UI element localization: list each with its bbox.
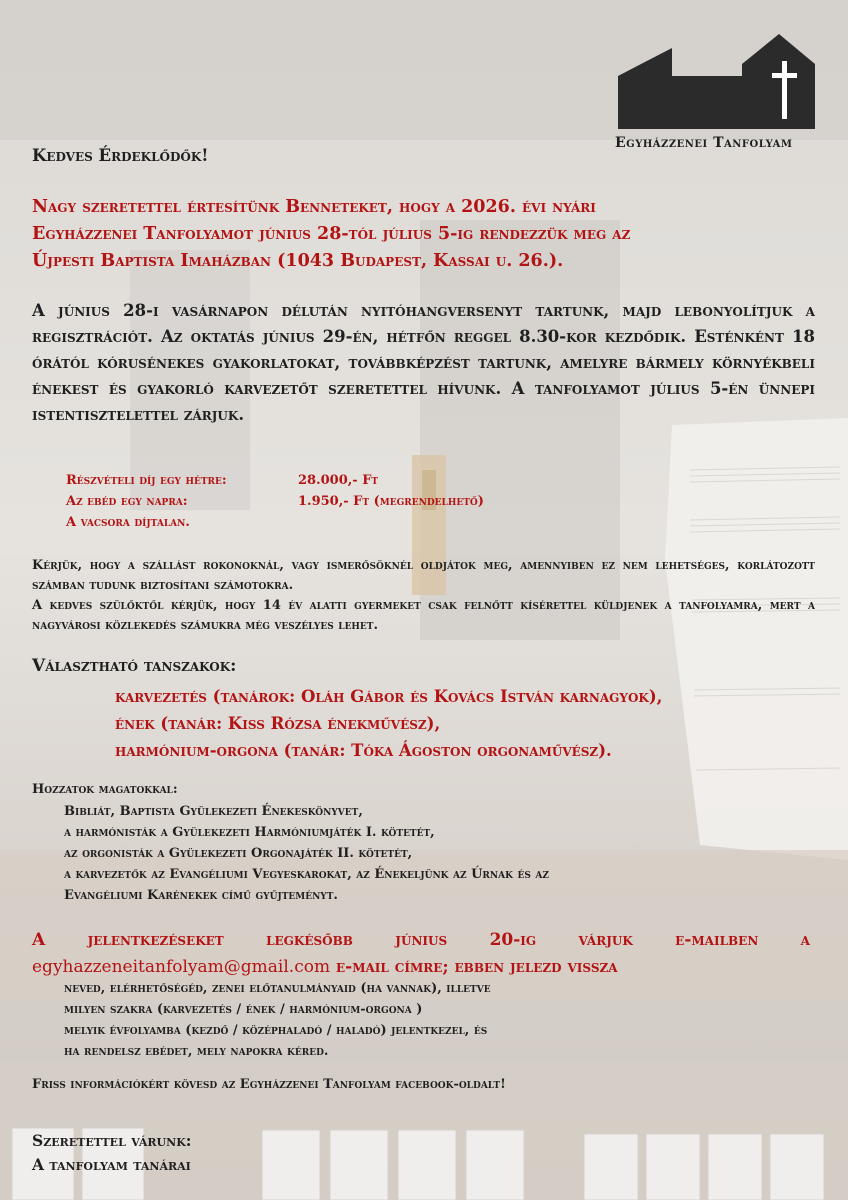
course-item: karvezetés (tanárok: Oláh Gábor és Kovács István karnagyok),: [115, 687, 663, 706]
bring-item: Bibliát, Baptista Gyülekezeti Énekeskönyvet,: [64, 804, 363, 819]
logo: [615, 34, 815, 151]
intro-line: Nagy szeretettel értesítünk Benneteket, hogy a 2026. évi nyári: [32, 197, 596, 217]
apply-line: [32, 954, 810, 981]
intro-line: Egyházzenei Tanfolyamot június 28-tól július 5-ig rendezzük meg az: [32, 224, 631, 244]
course-item: harmónium-orgona (tanár: Tóka Ágoston orgonaművész).: [115, 741, 612, 760]
bring-list: [64, 801, 549, 906]
fee-label: Részvételi díj egy hétre:: [66, 473, 227, 488]
fees-table: [66, 470, 484, 533]
facebook-notice: Friss információkért kövesd az Egyházzenei Tanfolyam facebook-oldalt!: [32, 1077, 506, 1092]
fee-label: A vacsora díjtalan.: [66, 515, 190, 530]
fee-row: [66, 491, 484, 512]
courses-list: [115, 683, 662, 764]
parents-text: A kedves szülőktől kérjük, hogy 14 év alatti gyermeket csak felnőtt kísérettel küldjenek a tanfolyamra, mert a nagyvárosi közlekedés számukra még veszélyes lehet.: [32, 598, 815, 633]
fee-row: [66, 512, 484, 533]
church-cross-icon: [615, 34, 815, 129]
signature-line: A tanfolyam tanárai: [32, 1155, 191, 1174]
signature-line: Szeretettel várunk:: [32, 1131, 192, 1150]
accommodation-text: Kérjük, hogy a szállást rokonoknál, vagy ismerősöknél oldjátok meg, amennyiben ez nem lehetséges, korlátozott számban tudunk biztosítani számotokra.: [32, 558, 815, 593]
greeting: Kedves Érdeklődők!: [32, 146, 209, 165]
bring-item: a harmónisták a Gyülekezeti Harmóniumjáték I. kötetét,: [64, 825, 435, 840]
apply-detail-item: milyen szakra (karvezetés / ének / harmónium-orgona ): [64, 1002, 423, 1017]
intro-announcement: [32, 194, 822, 275]
apply-details-list: [64, 978, 491, 1062]
email-link[interactable]: egyhazzeneitanfolyam@gmail.com: [32, 957, 331, 977]
logo-text: Egyházzenei Tanfolyam: [615, 135, 793, 151]
application-notice: [32, 927, 810, 981]
fee-label: Az ebéd egy napra:: [66, 494, 188, 509]
fee-value: 1.950,- Ft (megrendelhető): [298, 494, 484, 509]
intro-line: Újpesti Baptista Imaházban (1043 Budapest, Kassai u. 26.).: [32, 251, 564, 271]
program-paragraph: A június 28-i vasárnapon délután nyitóhangversenyt tartunk, majd lebonyolítjuk a regisztrációt. Az oktatás június 29-én, hétfőn reggel 8.30-kor kezdődik. Esténként 18 órától kórusénekes gyakorlatokat, továbbképzést tartunk, amelyre bármely környékbeli énekest és gyakorló karvezetőt szeretettel hívunk. A tanfolyamot július 5-én ünnepi istentisztelettel zárjuk.: [32, 301, 815, 424]
fee-value: [298, 512, 484, 533]
apply-detail-item: neved, elérhetőségéd, zenei előtanulmányaid (ha vannak), illetve: [64, 981, 491, 996]
bring-item: Evangéliumi Karénekek című gyűjteményt.: [64, 888, 338, 903]
bring-item: az orgonisták a Gyülekezeti Orgonajáték II. kötetét,: [64, 846, 413, 861]
fee-value: 28.000,- Ft: [298, 473, 379, 488]
fee-row: [66, 470, 484, 491]
signature: [32, 1129, 191, 1177]
bring-item: a karvezetők az Evangéliumi Vegyeskarokat, az Énekeljünk az Úrnak és az: [64, 867, 549, 882]
apply-detail-item: melyik évfolyamba (kezdő / középhaladó / haladó) jelentkezel, és: [64, 1023, 488, 1038]
apply-line-rest: e-mail címre; ebben jelezd vissza: [330, 957, 618, 977]
course-item: ének (tanár: Kiss Rózsa énekművész),: [115, 714, 441, 733]
apply-line: A jelentkezéseket legkésőbb június 20-ig várjuk e-mailben a: [32, 930, 810, 950]
bring-heading: Hozzatok magatokkal:: [32, 782, 178, 797]
apply-detail-item: ha rendelsz ebédet, mely napokra kéred.: [64, 1044, 329, 1059]
courses-heading: Választható tanszakok:: [32, 656, 237, 676]
notes-paragraph: [32, 556, 815, 636]
